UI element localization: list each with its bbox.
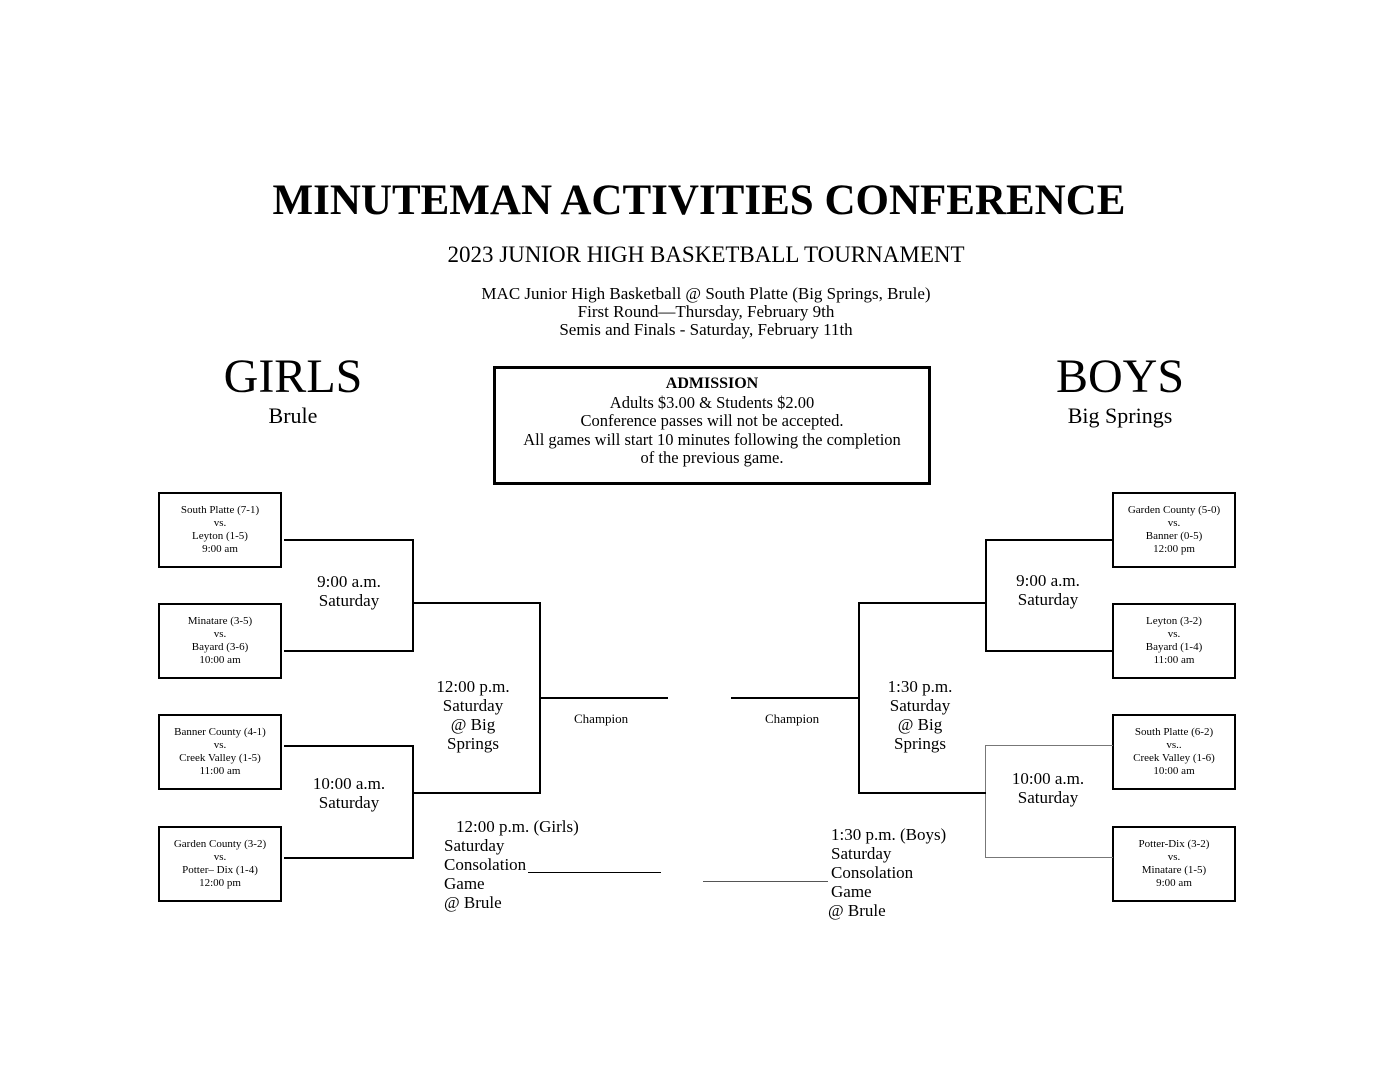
game-time: 11:00 am — [1153, 654, 1195, 666]
boys-game-3-box — [1112, 714, 1236, 790]
bracket-line — [412, 539, 414, 652]
boys-site: Big Springs — [1067, 403, 1173, 428]
bracket-line — [985, 745, 1113, 746]
boys-game-2-box — [1112, 603, 1236, 679]
team-name: Minatare (1-5) — [1141, 864, 1207, 876]
team-name: Garden County (3-2) — [173, 838, 267, 850]
info-line-first-round: First Round—Thursday, February 9th — [577, 302, 835, 321]
team-name: Potter– Dix (1-4) — [182, 864, 258, 876]
page-subtitle: 2023 JUNIOR HIGH BASKETBALL TOURNAMENT — [447, 242, 965, 267]
time-line: 9:00 a.m. — [1016, 571, 1080, 590]
day-line: Saturday — [1017, 590, 1079, 609]
girls-semi-1-time — [294, 572, 404, 610]
team-name: Leyton (3-2) — [1146, 615, 1202, 627]
girls-final-time — [418, 677, 528, 753]
girls-site: Brule — [268, 403, 318, 428]
day-line: Saturday — [318, 591, 380, 610]
versus: vs.. — [1166, 739, 1182, 751]
bracket-line — [985, 857, 1113, 858]
boys-semi-2-time — [993, 769, 1103, 807]
venue-line: @ Brule — [828, 901, 886, 920]
game-time: 12:00 pm — [1153, 543, 1195, 555]
boys-consolation-info — [828, 825, 946, 920]
team-name: South Platte (6-2) — [1134, 726, 1214, 738]
venue-line: @ Brule — [444, 893, 502, 912]
bracket-line — [284, 539, 414, 541]
versus: vs. — [213, 628, 227, 640]
game-time: 12:00 pm — [199, 877, 241, 889]
versus: vs. — [213, 851, 227, 863]
boys-champion-label: Champion — [765, 711, 820, 726]
team-name: Leyton (1-5) — [192, 530, 248, 542]
versus: vs. — [213, 517, 227, 529]
boys-game-1-box — [1112, 492, 1236, 568]
girls-consolation-info — [444, 817, 579, 912]
time-line: 9:00 a.m. — [317, 572, 381, 591]
girls-title: GIRLS — [223, 350, 363, 403]
bracket-line — [414, 602, 541, 604]
versus: vs. — [213, 739, 227, 751]
bracket-line — [985, 650, 1113, 652]
game-line: Game — [444, 874, 485, 893]
time-line: 1:30 p.m. — [887, 677, 953, 696]
girls-champion-label: Champion — [574, 711, 629, 726]
admission-heading: ADMISSION — [665, 375, 759, 392]
bracket-line — [284, 650, 414, 652]
boys-consolation-line — [703, 881, 828, 882]
info-line-semis-finals: Semis and Finals - Saturday, February 11th — [559, 320, 853, 339]
team-name: Bayard (3-6) — [191, 641, 249, 653]
admission-prices: Adults $3.00 & Students $2.00 — [609, 392, 815, 412]
team-name: Banner County (4-1) — [174, 726, 266, 738]
day-line: Saturday — [318, 793, 380, 812]
info-line-venue: MAC Junior High Basketball @ South Platte (Big Springs, Brule) — [481, 284, 931, 303]
venue-line: @ Big — [450, 715, 496, 734]
girls-semi-2-time — [294, 774, 404, 812]
team-name: Creek Valley (1-6) — [1133, 752, 1215, 764]
page-title: MINUTEMAN ACTIVITIES CONFERENCE — [272, 177, 1126, 224]
bracket-line — [985, 539, 987, 652]
bracket-line — [412, 745, 414, 859]
boys-game-4-box — [1112, 826, 1236, 902]
day-line: Saturday — [1017, 788, 1079, 807]
girls-champion-line — [541, 697, 668, 699]
time-line: 12:00 p.m. (Girls) — [456, 817, 579, 836]
admission-passes-note: Conference passes will not be accepted. — [580, 411, 844, 430]
bracket-line — [284, 857, 414, 859]
game-time: 9:00 am — [1156, 877, 1192, 889]
versus: vs. — [1167, 628, 1181, 640]
bracket-line — [284, 745, 414, 747]
time-line: 10:00 a.m. — [1011, 769, 1085, 788]
game-line: Game — [831, 882, 872, 901]
time-line: 10:00 a.m. — [312, 774, 386, 793]
boys-final-time — [865, 677, 975, 753]
venue-line: @ Big — [897, 715, 943, 734]
boys-title: BOYS — [1055, 350, 1185, 403]
team-name: South Platte (7-1) — [180, 504, 260, 516]
team-name: Bayard (1-4) — [1145, 641, 1203, 653]
game-time: 11:00 am — [199, 765, 241, 777]
day-line: Saturday — [831, 844, 892, 863]
team-name: Banner (0-5) — [1145, 530, 1203, 542]
girls-game-2-box — [158, 603, 282, 679]
game-time: 10:00 am — [1153, 765, 1195, 777]
admission-box — [493, 366, 931, 485]
team-name: Creek Valley (1-5) — [179, 752, 261, 764]
bracket-line — [985, 539, 1113, 541]
boys-champion-line — [731, 697, 859, 699]
day-line: Saturday — [442, 696, 504, 715]
bracket-line — [858, 602, 987, 604]
versus: vs. — [1167, 851, 1181, 863]
bracket-line — [858, 792, 986, 794]
consolation-line: Consolation — [444, 855, 527, 874]
day-line: Saturday — [889, 696, 951, 715]
game-time: 9:00 am — [202, 543, 238, 555]
consolation-line: Consolation — [831, 863, 914, 882]
time-line: 12:00 p.m. — [436, 677, 510, 696]
admission-start-note: All games will start 10 minutes following the completion — [523, 429, 901, 449]
venue-line: Springs — [894, 734, 946, 753]
boys-semi-1-time — [993, 571, 1103, 609]
girls-game-3-box — [158, 714, 282, 790]
versus: vs. — [1167, 517, 1181, 529]
team-name: Garden County (5-0) — [1127, 504, 1221, 516]
team-name: Potter-Dix (3-2) — [1138, 838, 1210, 850]
time-line: 1:30 p.m. (Boys) — [831, 825, 947, 844]
admission-start-note-cont: of the previous game. — [640, 448, 784, 467]
girls-game-1-box — [158, 492, 282, 568]
venue-line: Springs — [447, 734, 499, 753]
team-name: Minatare (3-5) — [187, 615, 253, 627]
game-time: 10:00 am — [199, 654, 241, 666]
bracket-line — [985, 745, 986, 858]
day-line: Saturday — [444, 836, 505, 855]
girls-game-4-box — [158, 826, 282, 902]
bracket-line — [414, 792, 541, 794]
